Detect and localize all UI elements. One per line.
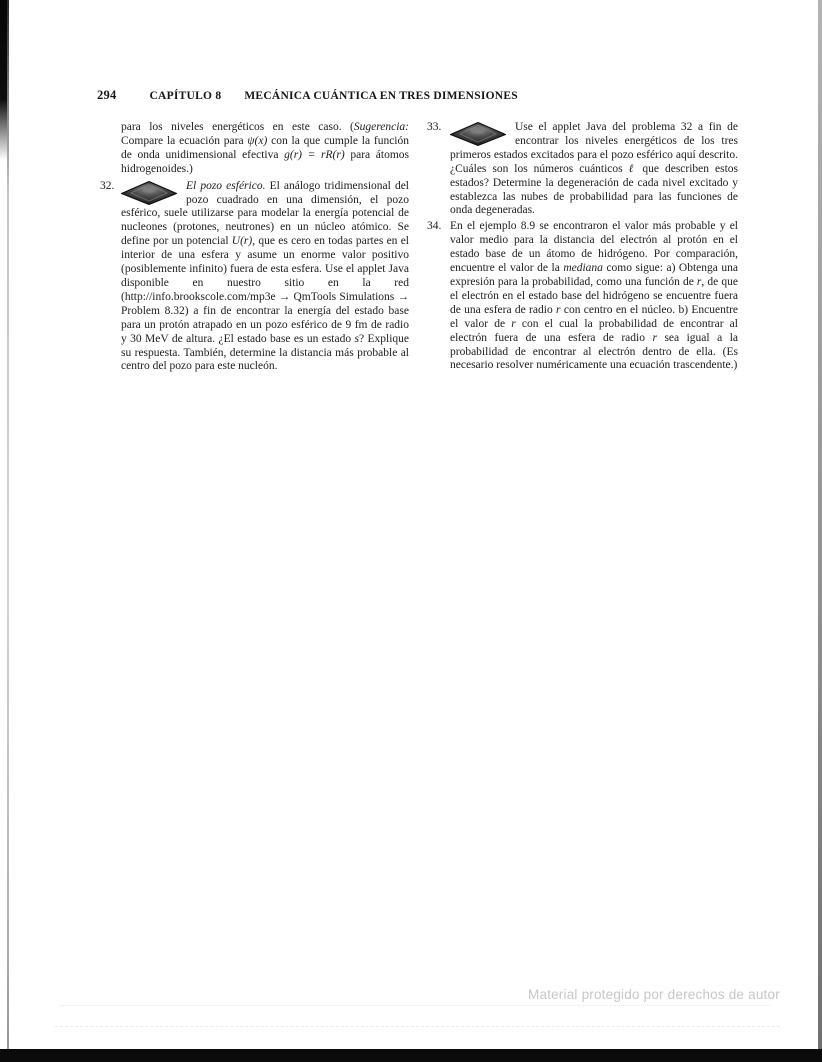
problem-34-text-block bbox=[450, 220, 738, 373]
scan-artifact-line bbox=[55, 1026, 780, 1027]
problem-34 bbox=[427, 220, 738, 373]
problem-34-number: 34. bbox=[427, 220, 442, 233]
web-applet-diamond-icon bbox=[121, 181, 177, 205]
problem-31-continuation-text: para los niveles energéticos en este caso. (Sugerencia: Compare la ecuación para ψ(x) con la que cumple la función de onda unidimensional efectiva g(r) = rR(r) para átomos hidrogenoides.) bbox=[121, 121, 409, 175]
scan-artifact-dots bbox=[60, 1005, 770, 1006]
right-column bbox=[427, 121, 738, 375]
scan-edge-left-line bbox=[7, 0, 9, 1062]
problem-33-body-text: Use el applet Java del problema 32 a fin de encontrar los niveles energéticos de los tres primeros estados excitados para el pozo esférico aquí descrito. ¿Cuáles son los números cuánticos ℓ que describen estos estados? Determine la degeneración de cada nivel excitado y establezca las nubes de probabilidad para las funciones de onda degeneradas. bbox=[450, 121, 738, 217]
left-column bbox=[100, 121, 409, 376]
scan-edge-right bbox=[818, 0, 822, 1062]
web-applet-diamond-icon bbox=[450, 122, 506, 146]
copyright-watermark: Material protegido por derechos de autor bbox=[528, 987, 780, 1002]
scan-edge-bottom bbox=[0, 1049, 822, 1062]
problem-34-body-text: En el ejemplo 8.9 se encontraron el valor más probable y el valor medio para la distancia del electrón al protón en el estado base de un átomo de hidrógeno. Por comparación, encuentre el valor de la mediana como sigue: a) Obtenga una expresión para la probabilidad, como una función de r, de que el electrón en el estado base del hidrógeno se encuentre fuera de una esfera de radio r con centro en el núcleo. b) Encuentre el valor de r con el cual la probabilidad de encontrar al electrón fuera de una esfera de radio r sea igual a la probabilidad de encontrar al electrón dentro de ella. (Es necesario resolver numéricamente una ecuación trascendente.) bbox=[450, 220, 739, 372]
chapter-label: CAPÍTULO 8 bbox=[149, 90, 222, 102]
problem-32 bbox=[100, 180, 409, 375]
problem-33 bbox=[427, 121, 738, 218]
running-header bbox=[97, 88, 518, 103]
problem-32-text-block bbox=[121, 180, 409, 375]
problem-33-text-block bbox=[450, 121, 738, 218]
problem-32-body-text: El pozo esférico. El análogo tridimensional del pozo cuadrado en una dimensión, el pozo esférico, suele utilizarse para modelar la energía potencial de nucleones (protones, neutrones) en un núcleo atómico. Se define por un potencial U(r), que es cero en todas partes en el interior de una esfera y asume un enorme valor positivo (posiblemente infinito) fuera de esta esfera. Use el applet Java disponible en nuestro sitio en la red (http://info.brookscole.com/mp3e → QmTools Simulations → Problem 8.32) a fin de encontrar la energía del estado base para un protón atrapado en un pozo esférico de 9 fm de radio y 30 MeV de altura. ¿El estado base es un estado s? Explique su respuesta. También, determine la distancia más probable al centro del pozo para este nucleón. bbox=[121, 179, 409, 373]
problem-32-number: 32. bbox=[100, 179, 115, 192]
page-number: 294 bbox=[97, 88, 117, 102]
problem-33-number: 33. bbox=[427, 121, 442, 133]
chapter-title: MECÁNICA CUÁNTICA EN TRES DIMENSIONES bbox=[244, 90, 518, 102]
